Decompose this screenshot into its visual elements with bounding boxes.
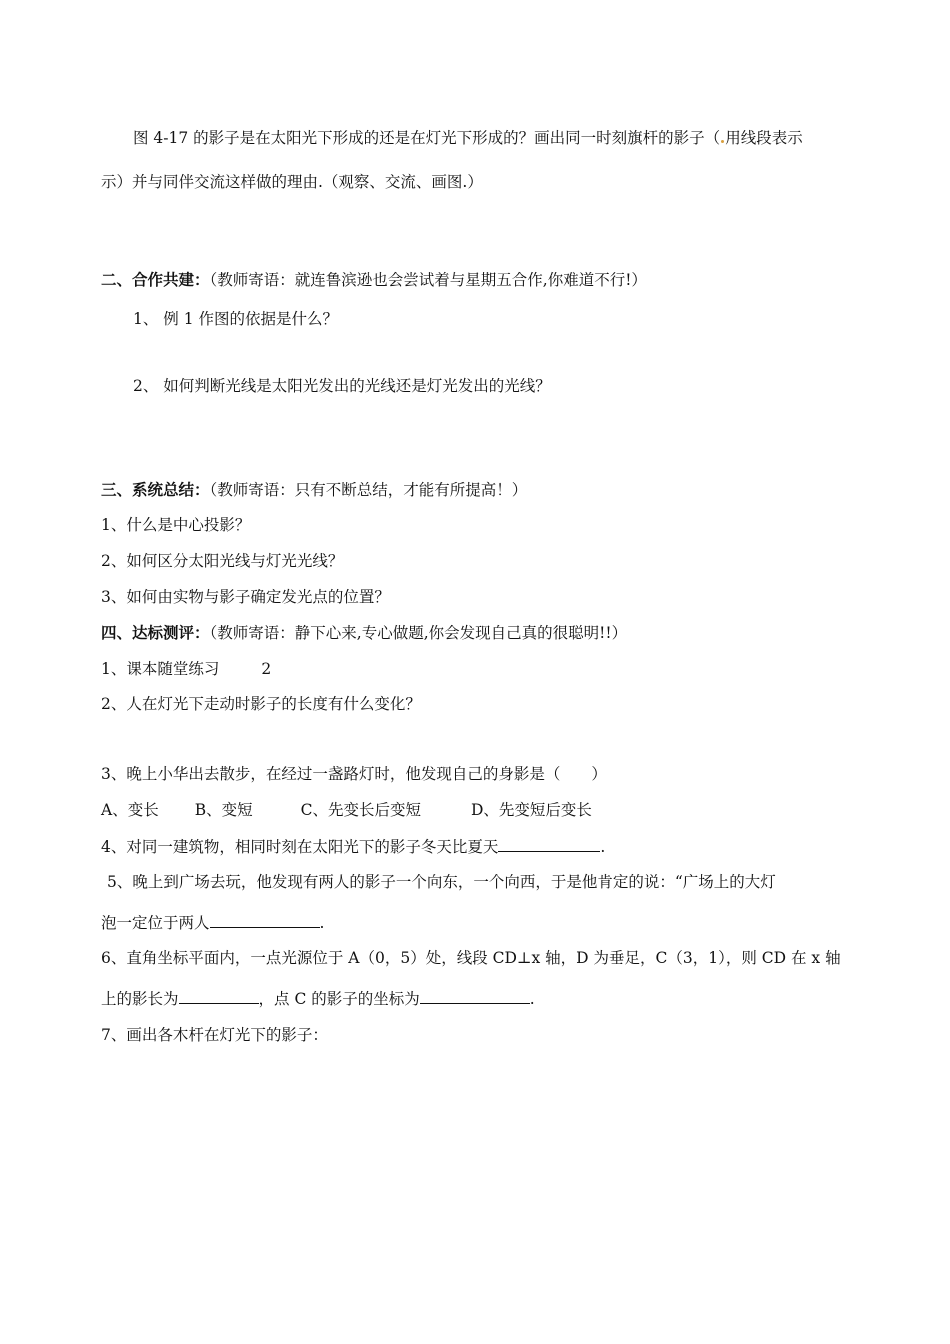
mark-dot	[721, 140, 724, 143]
option-d: D、先变短后变长	[470, 801, 592, 819]
option-c: C、先变长后变短	[300, 801, 421, 819]
section4-q1	[101, 659, 271, 679]
section2-heading: 二、合作共建：	[101, 271, 210, 289]
section4-header	[101, 623, 627, 643]
intro-text-1-end: 用线段表示	[725, 129, 803, 147]
section3-q2: 2、如何区分太阳光线与灯光光线？	[101, 552, 344, 570]
section4-q7: 7、画出各木杆在灯光下的影子：	[101, 1026, 328, 1044]
section4-q1-text: 1、课本随堂练习	[101, 660, 220, 678]
section4-q6-line1: 6、直角坐标平面内，一点光源位于 A（0，5）处，线段 CD⊥x 轴，D 为垂足，C（3，1），则 CD 在 x 轴	[101, 949, 841, 967]
section3-header	[101, 480, 527, 500]
option-a: A、变长	[101, 801, 159, 819]
section4-q4-end: .	[600, 838, 606, 856]
answer-blank[interactable]	[420, 988, 530, 1004]
section4-q6-text-b: ，点 C 的影子的坐标为	[258, 990, 420, 1008]
section4-q5-line1: 5、晚上到广场去玩，他发现有两人的影子一个向东，一个向西，于是他肯定的说：“广场上的大灯	[107, 873, 776, 891]
section4-q5-end: .	[319, 914, 325, 932]
section4-q3-options	[101, 800, 592, 820]
option-b: B、变短	[194, 801, 253, 819]
section3-q1: 1、什么是中心投影？	[101, 516, 251, 534]
section4-q5-text: 泡一定位于两人	[101, 914, 210, 932]
section4-q4	[101, 836, 605, 857]
section4-note: （教师寄语：静下心来,专心做题,你会发现自己真的很聪明!!）	[209, 624, 628, 642]
section2-q2: 2、 如何判断光线是太阳光发出的光线还是灯光发出的光线？	[133, 377, 551, 395]
section2-note: （教师寄语：就连鲁滨逊也会尝试着与星期五合作,你难道不行!）	[209, 271, 647, 289]
section4-q6-line2	[101, 988, 535, 1009]
section4-q4-text: 4、对同一建筑物，相同时刻在太阳光下的影子冬天比夏天	[101, 838, 499, 856]
answer-blank[interactable]	[179, 988, 259, 1004]
section4-q6-text-a: 上的影长为	[101, 990, 179, 1008]
section4-heading: 四、达标测评：	[101, 624, 210, 642]
answer-blank[interactable]	[210, 912, 320, 928]
intro-line-2: 示）并与同伴交流这样做的理由.（观察、交流、画图.）	[101, 173, 483, 191]
section4-q5-line2	[101, 912, 324, 933]
section4-q1-number: 2	[261, 660, 272, 678]
answer-blank[interactable]	[498, 836, 600, 852]
section4-q6-end: .	[529, 990, 535, 1008]
section3-q3: 3、如何由实物与影子确定发光点的位置？	[101, 588, 390, 606]
section3-heading: 三、系统总结：	[101, 481, 210, 499]
intro-text-1: 图 4-17 的影子是在太阳光下形成的还是在灯光下形成的？画出同一时刻旗杆的影子（	[133, 129, 721, 147]
intro-line-1	[133, 128, 803, 148]
section2-header	[101, 270, 647, 290]
section4-q2: 2、人在灯光下走动时影子的长度有什么变化？	[101, 695, 421, 713]
section3-note: （教师寄语：只有不断总结，才能有所提高！）	[209, 481, 528, 499]
section2-q1: 1、 例 1 作图的依据是什么？	[133, 310, 339, 328]
section4-q3: 3、晚上小华出去散步，在经过一盏路灯时，他发现自己的身影是（ ）	[101, 765, 607, 783]
